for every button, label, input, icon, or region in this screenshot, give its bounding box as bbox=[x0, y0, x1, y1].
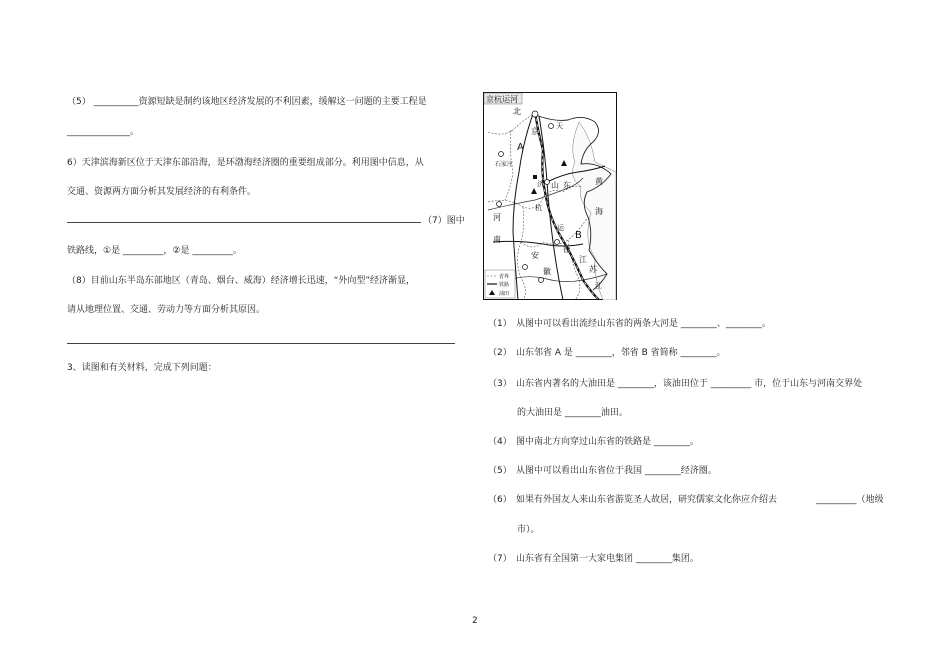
map-label: 江 bbox=[595, 282, 602, 290]
question-6-line-2: 交通、资源两方面分析其发展经济的有利条件。 bbox=[67, 187, 257, 197]
question-6-line-1: 6）天津滨海新区位于天津东部沿海，是环渤海经济圈的重要组成部分。利用图中信息，从 bbox=[67, 158, 424, 168]
map-legend bbox=[485, 270, 515, 298]
page-number: 2 bbox=[472, 616, 478, 626]
right-question-3 bbox=[488, 379, 862, 390]
question-7-line-2: 铁路线，①是 _________，②是 _________。 bbox=[67, 246, 242, 256]
right-question-6-cont: 市）。 bbox=[517, 525, 540, 535]
map-label: 京 bbox=[531, 127, 539, 136]
map-label: 江 bbox=[579, 255, 587, 264]
question-text: 从图中可以看出流经山东省的两条大河是 ________、________。 bbox=[516, 319, 771, 329]
map-label: 徽 bbox=[543, 267, 551, 276]
question-7-start: （7）图中 bbox=[423, 216, 465, 226]
legend-label: 省界 bbox=[499, 274, 510, 280]
question-number: （3） bbox=[488, 379, 512, 389]
question-number: （7） bbox=[488, 554, 512, 564]
question-number: （5） bbox=[488, 466, 512, 476]
question-8-line-1: （8）目前山东半岛东部地区（青岛、烟台、威海）经济增长迅速，“外向型”经济渐显， bbox=[67, 276, 416, 286]
map-label: 徐 bbox=[563, 246, 570, 254]
right-question-2 bbox=[488, 348, 726, 359]
question-number: （6） bbox=[488, 495, 512, 505]
right-question-5 bbox=[488, 466, 717, 477]
question-text: 山东邻省 A 是 ________，邻省 B 省简称 ________。 bbox=[516, 348, 726, 358]
legend-label: 油田 bbox=[499, 291, 510, 297]
map-label: 安 bbox=[531, 251, 539, 260]
map-label: 南 bbox=[493, 235, 501, 244]
question-5-blank: ______________。 bbox=[67, 127, 140, 137]
map-label: 运 bbox=[557, 224, 564, 232]
right-question-6 bbox=[488, 495, 777, 506]
question-8-line-2: 请从地理位置、交通、劳动力等方面分析其原因。 bbox=[67, 305, 266, 315]
map-label-b: B bbox=[575, 230, 582, 241]
right-question-3-cont: 的大油田是 ________油田。 bbox=[517, 408, 628, 418]
question-text: 如果有外国友人来山东省游览圣人故居，研究儒家文化你应介绍去 bbox=[516, 495, 778, 505]
question-text: 图中南北方向穿过山东省的铁路是 ________。 bbox=[516, 437, 699, 447]
map-label: 黄 bbox=[595, 177, 603, 186]
question-text: 山东省有全国第一大家电集团 ________集团。 bbox=[516, 554, 699, 564]
right-question-6-blank: _________（地级 bbox=[816, 495, 884, 505]
right-question-4 bbox=[488, 437, 699, 448]
right-question-7 bbox=[488, 554, 699, 565]
legend-label: 铁路 bbox=[499, 282, 510, 288]
question-number: （4） bbox=[488, 437, 512, 447]
question-text: 从图中可以看出山东省位于我国 ________经济圈。 bbox=[516, 466, 717, 476]
map-label: 河 bbox=[493, 213, 501, 222]
map-caption: 京杭运河 bbox=[486, 95, 518, 104]
map-label: 苏 bbox=[589, 265, 597, 274]
question-number: （1） bbox=[488, 319, 512, 329]
map-label: 天 bbox=[556, 122, 563, 130]
map-label: 海 bbox=[595, 207, 603, 216]
section-3-heading: 3、读图和有关材料，完成下列问题： bbox=[67, 363, 217, 373]
question-5: （5） __________资源短缺是制约该地区经济发展的不利因素，缓解这一问题的主要工程是 bbox=[67, 97, 427, 107]
question-text: 山东省内著名的大油田是 ________，该油田位于 _________ 市，位于山东与河南交界处 bbox=[516, 379, 863, 389]
map-label: 北 bbox=[513, 107, 521, 116]
right-question-1 bbox=[488, 319, 771, 330]
map-label: 济 bbox=[537, 180, 544, 188]
map-label-a: A bbox=[517, 142, 524, 153]
question-number: （2） bbox=[488, 348, 512, 358]
answer-line-6 bbox=[67, 222, 421, 223]
map-label: 石家庄 bbox=[495, 161, 514, 168]
map-label: 杭 bbox=[535, 204, 542, 212]
map-label: 东 bbox=[563, 181, 571, 190]
answer-line-8 bbox=[67, 343, 455, 344]
shandong-map bbox=[483, 92, 617, 300]
map-label: 山 bbox=[551, 181, 559, 190]
